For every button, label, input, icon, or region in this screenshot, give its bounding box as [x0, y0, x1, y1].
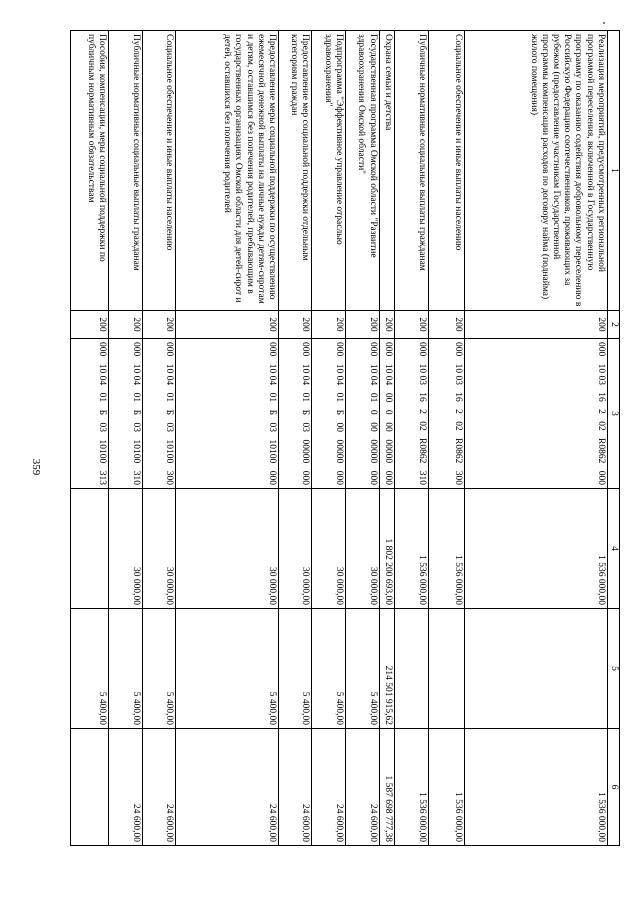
- row-col-2: 200: [379, 311, 395, 339]
- budget-code-part: Б: [266, 409, 277, 416]
- budget-code-part: R0862: [452, 438, 463, 464]
- budget-code-part: 00: [367, 422, 378, 432]
- budget-code-part: 2: [452, 409, 463, 414]
- budget-code-part: 01: [130, 392, 141, 403]
- table-row: [428, 31, 464, 846]
- budget-code-part: 000: [334, 342, 345, 357]
- row-amount-c4: 1 536 000,00: [395, 489, 429, 609]
- budget-code-part: 02: [416, 421, 427, 431]
- row-amount-c4: 30 000,00: [278, 489, 312, 609]
- row-amount-c4: 30 000,00: [346, 489, 380, 609]
- table-row: [395, 31, 429, 846]
- row-budget-code: [71, 339, 109, 489]
- budget-code-part: 10 04: [367, 363, 378, 386]
- budget-code-part: 03: [300, 422, 311, 433]
- row-amount-c5: [428, 609, 464, 729]
- budget-code-part: 310: [416, 470, 427, 485]
- budget-code-part: 03: [266, 422, 277, 433]
- row-amount-c5: 5 400,00: [142, 609, 176, 729]
- budget-table-rotated: [70, 30, 620, 845]
- row-amount-c5: 5 400,00: [109, 609, 143, 729]
- budget-code-part: 10100: [130, 439, 141, 464]
- budget-code-part: 000: [300, 342, 311, 357]
- row-col-2: 200: [142, 311, 176, 339]
- budget-code-part: 00000: [383, 439, 394, 464]
- table-body: [71, 31, 608, 846]
- row-name: Предоставление мер социальной поддержки отдельным категориям граждан: [278, 31, 312, 311]
- row-amount-c4: 1 536 000,00: [464, 489, 607, 609]
- budget-code-part: 02: [452, 421, 463, 431]
- row-col-2: 200: [109, 311, 143, 339]
- budget-code-part: 000: [383, 470, 394, 485]
- budget-code-part: 10 04: [300, 363, 311, 386]
- budget-code-part: 000: [367, 342, 378, 357]
- budget-code-parts: [382, 342, 393, 485]
- row-amount-c6: 24 600,00: [109, 729, 143, 846]
- row-name: Социальное обеспечение и иные выплаты населению: [142, 31, 176, 311]
- row-col-2: 200: [464, 311, 607, 339]
- row-amount-c4: 1 536 000,00: [428, 489, 464, 609]
- row-name: Охрана семьи и детства: [379, 31, 395, 311]
- table-row: [346, 31, 380, 846]
- budget-code-part: 10100: [164, 439, 175, 464]
- budget-code-parts: [266, 342, 277, 485]
- row-amount-c4: 30 000,00: [142, 489, 176, 609]
- row-amount-c4: [71, 489, 109, 609]
- budget-code-parts: [366, 342, 377, 485]
- budget-code-part: 000: [383, 342, 394, 357]
- row-amount-c6: [71, 729, 109, 846]
- row-budget-code: [278, 339, 312, 489]
- budget-code-part: 10 04: [266, 363, 277, 386]
- row-budget-code: [109, 339, 143, 489]
- table-row: [278, 31, 312, 846]
- budget-code-part: R0862: [595, 438, 606, 464]
- budget-code-part: 01: [97, 392, 108, 403]
- row-amount-c6: 24 600,00: [142, 729, 176, 846]
- budget-code-part: 01: [266, 392, 277, 403]
- budget-code-parts: [595, 342, 606, 485]
- budget-code-parts: [333, 342, 344, 485]
- budget-code-part: 310: [130, 470, 141, 485]
- budget-code-part: 01: [300, 392, 311, 403]
- row-name: Подпрограмма "Эффективное управление отраслью здравоохранения": [312, 31, 346, 311]
- table-row: [142, 31, 176, 846]
- budget-code-part: 00000: [300, 439, 311, 464]
- budget-code-part: 000: [300, 470, 311, 485]
- header-col-2: 2: [607, 311, 619, 339]
- table-row: [379, 31, 395, 846]
- row-name: Социальное обеспечение и иные выплаты населению: [428, 31, 464, 311]
- budget-code-part: Б: [300, 409, 311, 416]
- row-name: Государственная программа Омской области "Развитие здравоохранения Омской области": [346, 31, 380, 311]
- budget-code-part: 000: [367, 470, 378, 485]
- page-number: 359: [30, 458, 42, 476]
- row-amount-c6: 24 600,00: [346, 729, 380, 846]
- budget-code-part: 10 03: [595, 363, 606, 385]
- row-amount-c5: [395, 609, 429, 729]
- header-col-5: 5: [607, 609, 619, 729]
- header-col-1: 1: [607, 31, 619, 311]
- budget-code-part: 00: [383, 392, 394, 403]
- row-name: Публичные нормативные социальные выплаты гражданам: [109, 31, 143, 311]
- row-amount-c4: 1 802 200 693,00: [379, 489, 395, 609]
- budget-code-parts: [299, 342, 310, 485]
- budget-code-part: 10 04: [164, 363, 175, 386]
- budget-code-part: 300: [452, 470, 463, 485]
- row-amount-c6: 24 600,00: [278, 729, 312, 846]
- budget-code-part: 16: [416, 392, 427, 402]
- budget-code-part: 00000: [367, 439, 378, 464]
- budget-code-part: 000: [334, 470, 345, 485]
- row-amount-c4: 30 000,00: [109, 489, 143, 609]
- row-col-2: 200: [346, 311, 380, 339]
- scan-speck: [603, 22, 605, 24]
- row-amount-c4: 30 000,00: [176, 489, 279, 609]
- budget-code-part: 01: [334, 392, 345, 403]
- row-amount-c6: 24 600,00: [176, 729, 279, 846]
- budget-code-part: 313: [97, 470, 108, 485]
- row-amount-c6: 24 600,00: [312, 729, 346, 846]
- budget-code-parts: [416, 342, 427, 485]
- budget-table: [70, 30, 620, 846]
- row-budget-code: [312, 339, 346, 489]
- row-budget-code: [346, 339, 380, 489]
- table-row: [109, 31, 143, 846]
- header-col-3: 3: [607, 339, 619, 489]
- row-col-2: 200: [312, 311, 346, 339]
- budget-code-part: 10100: [266, 439, 277, 464]
- budget-code-part: 0: [383, 409, 394, 415]
- budget-code-part: 03: [130, 422, 141, 433]
- budget-code-part: 000: [595, 470, 606, 485]
- row-amount-c5: 5 400,00: [312, 609, 346, 729]
- budget-code-part: Б: [97, 409, 108, 416]
- table-row: [71, 31, 109, 846]
- row-budget-code: [379, 339, 395, 489]
- row-amount-c4: 30 000,00: [312, 489, 346, 609]
- budget-code-part: 01: [164, 392, 175, 403]
- row-col-2: 200: [71, 311, 109, 339]
- budget-code-part: 10 03: [416, 363, 427, 385]
- budget-code-parts: [96, 342, 107, 485]
- budget-code-part: 000: [266, 470, 277, 485]
- header-row: [607, 31, 619, 846]
- row-budget-code: [395, 339, 429, 489]
- budget-code-part: 02: [595, 421, 606, 431]
- row-amount-c6: 1 587 698 777,38: [379, 729, 395, 846]
- budget-code-parts: [129, 342, 140, 485]
- budget-code-part: 16: [452, 392, 463, 402]
- row-col-2: 200: [278, 311, 312, 339]
- budget-code-part: 00000: [334, 439, 345, 464]
- budget-code-part: 000: [452, 342, 463, 357]
- budget-code-part: 0: [367, 409, 378, 415]
- budget-code-part: 10 04: [383, 363, 394, 386]
- budget-code-part: 10100: [97, 439, 108, 464]
- table-row: [176, 31, 279, 846]
- row-amount-c6: 1 536 000,00: [464, 729, 607, 846]
- budget-code-part: 03: [97, 422, 108, 433]
- row-amount-c5: 214 501 915,62: [379, 609, 395, 729]
- row-col-2: 200: [428, 311, 464, 339]
- row-budget-code: [142, 339, 176, 489]
- budget-code-part: 00: [334, 422, 345, 433]
- table-row: [464, 31, 607, 846]
- row-budget-code: [464, 339, 607, 489]
- budget-code-part: 000: [164, 342, 175, 357]
- row-name: Публичные нормативные социальные выплаты гражданам: [395, 31, 429, 311]
- row-name: Реализация мероприятий, предусмотренных региональной программой переселения, включенной в Государственную программу по оказанию содействия добровольному переселению в Российскую Федерацию соотечественников, проживающих за рубежом (предоставление участникам Государственной программы компенсации расходов по договору найма (поднайма) жилого помещения): [464, 31, 607, 311]
- header-col-6: 6: [607, 729, 619, 846]
- header-col-4: 4: [607, 489, 619, 609]
- row-col-2: 200: [176, 311, 279, 339]
- budget-code-part: 10 03: [452, 363, 463, 385]
- row-budget-code: [428, 339, 464, 489]
- row-amount-c5: 5 400,00: [278, 609, 312, 729]
- budget-code-part: 2: [595, 409, 606, 414]
- table-row: [312, 31, 346, 846]
- budget-code-part: 000: [130, 342, 141, 357]
- row-amount-c5: 5 400,00: [176, 609, 279, 729]
- budget-code-part: Б: [164, 409, 175, 416]
- budget-code-part: 000: [97, 342, 108, 357]
- budget-code-part: 000: [266, 342, 277, 357]
- budget-code-part: 000: [595, 342, 606, 357]
- row-amount-c5: [464, 609, 607, 729]
- budget-code-part: 10 04: [130, 363, 141, 386]
- budget-code-part: 10 04: [334, 363, 345, 386]
- budget-code-part: 300: [164, 470, 175, 485]
- budget-code-part: 16: [595, 392, 606, 402]
- row-amount-c5: 5 400,00: [71, 609, 109, 729]
- row-amount-c5: 5 400,00: [346, 609, 380, 729]
- budget-code-part: 03: [164, 422, 175, 433]
- row-name: Пособия, компенсации, меры социальной поддержки по публичным нормативным обязательствам: [71, 31, 109, 311]
- budget-code-part: 00: [383, 422, 394, 432]
- row-amount-c6: 1 536 000,00: [428, 729, 464, 846]
- budget-code-part: R0862: [416, 438, 427, 464]
- budget-code-part: 000: [416, 342, 427, 357]
- row-amount-c6: 1 536 000,00: [395, 729, 429, 846]
- row-col-2: 200: [395, 311, 429, 339]
- budget-code-part: Б: [130, 409, 141, 416]
- budget-code-parts: [452, 342, 463, 485]
- budget-code-part: Б: [334, 409, 345, 416]
- budget-code-part: 01: [367, 392, 378, 403]
- row-name: Предоставление меры социальной поддержки по осуществлению ежемесячной денежной выплаты на личные нужды детям-сиротам и детям, оставшимся без попечения родителей, пребывающим в государственных организациях Омской области для детей-сирот и детей, оставшихся без попечения родителей: [176, 31, 279, 311]
- budget-code-parts: [163, 342, 174, 485]
- budget-code-part: 2: [416, 409, 427, 414]
- budget-code-part: 10 04: [97, 363, 108, 386]
- row-budget-code: [176, 339, 279, 489]
